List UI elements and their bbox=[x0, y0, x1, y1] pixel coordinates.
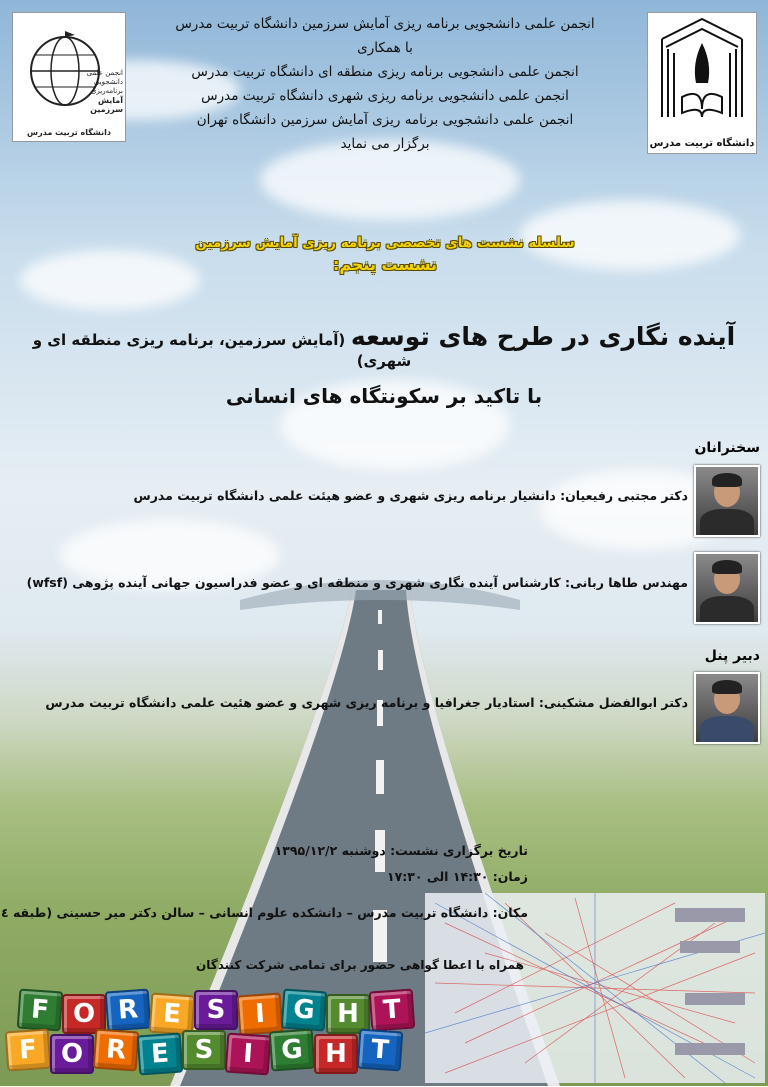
header-line: انجمن علمی دانشجویی برنامه ریزی آمایش سرزمین دانشگاه تهران bbox=[196, 112, 574, 128]
logo-left-line3: برنامه‌ریزی bbox=[90, 87, 123, 95]
header-line: انجمن علمی دانشجویی برنامه ریزی آمایش سرزمین دانشگاه تربیت مدرس bbox=[175, 16, 595, 32]
foresight-letter-cube: E bbox=[149, 993, 196, 1036]
foresight-letter-cube: O bbox=[62, 994, 106, 1034]
foresight-letter-cube: I bbox=[237, 993, 284, 1036]
event-details bbox=[0, 838, 528, 926]
foresight-letter-cube: O bbox=[50, 1034, 94, 1074]
foresight-letter-cube: F bbox=[17, 989, 64, 1032]
speaker-2 bbox=[27, 552, 760, 624]
logo-left-line2: دانشجویی bbox=[93, 78, 123, 86]
organizers-header bbox=[135, 12, 635, 156]
logo-left-line1: انجمن علمی bbox=[86, 69, 123, 77]
foresight-letter-cube: R bbox=[93, 1029, 140, 1072]
header-line: با همکاری bbox=[357, 40, 413, 56]
foresight-letter-cube: E bbox=[137, 1033, 184, 1076]
foresight-letter-cube: F bbox=[5, 1029, 52, 1072]
title-sub: با تاکید بر سکونتگاه های انسانی bbox=[225, 384, 543, 408]
header-line: انجمن علمی دانشجویی برنامه ریزی منطقه ای دانشگاه تربیت مدرس bbox=[191, 64, 579, 80]
header-line: برگزار می نماید bbox=[340, 136, 430, 152]
speaker-text: دکتر مجتبی رفیعیان: دانشیار برنامه ریزی شهری و عضو هیئت علمی دانشگاه تربیت مدرس bbox=[133, 488, 688, 503]
panel-chair-photo bbox=[694, 672, 760, 744]
event-title bbox=[20, 322, 748, 408]
association-logo bbox=[12, 12, 126, 142]
session-label: نشست پنجم: bbox=[332, 255, 438, 274]
speaker-text: مهندس طاها ربانی: کارشناس آینده نگاری شهری و منطقه ای و عضو فدراسیون جهانی آینده پژوهی (wfsf) bbox=[26, 575, 688, 590]
series-heading bbox=[140, 232, 630, 276]
title-main: آینده نگاری در طرح های توسعه bbox=[350, 322, 736, 351]
panel-chair bbox=[45, 672, 760, 744]
event-place: مکان: دانشگاه تربیت مدرس – دانشکده علوم انسانی – سالن دکتر میر حسینی (طبقه ٤ bbox=[0, 905, 528, 920]
foresight-letter-cube: G bbox=[281, 989, 328, 1032]
speaker-1 bbox=[133, 465, 760, 537]
series-title: سلسله نشست های تخصصی برنامه ریزی آمایش سرزمین bbox=[195, 235, 575, 251]
foresight-letter-cube: R bbox=[105, 989, 152, 1032]
title-paren: (آمایش سرزمین، برنامه ریزی منطقه ای و شهری) bbox=[32, 331, 412, 370]
logo-right-university: دانشگاه تربیت مدرس bbox=[649, 138, 755, 149]
foresight-letter-cube: H bbox=[314, 1034, 358, 1074]
certificate-note: همراه با اعطا گواهی حضور برای تمامی شرکت کنندگان bbox=[195, 958, 525, 972]
foresight-letter-cube: H bbox=[326, 994, 370, 1034]
header-line: انجمن علمی دانشجویی برنامه ریزی شهری دانشگاه تربیت مدرس bbox=[201, 88, 569, 104]
foresight-letter-cube: S bbox=[194, 990, 238, 1030]
speaker-photo bbox=[694, 465, 760, 537]
speakers-label: سخنرانان bbox=[694, 440, 760, 456]
foresight-letter-cube: G bbox=[269, 1029, 316, 1072]
panel-chair-label: دبیر پنل bbox=[704, 648, 760, 664]
foresight-letter-cube: T bbox=[369, 989, 416, 1032]
university-logo bbox=[647, 12, 757, 154]
event-time: زمان: ۱۴:۳۰ الی ۱۷:۳۰ bbox=[386, 869, 528, 884]
logo-left-name: آمایش سرزمین bbox=[90, 96, 123, 114]
foresight-letter-cube: S bbox=[182, 1030, 226, 1070]
speaker-photo bbox=[694, 552, 760, 624]
panel-chair-text: دکتر ابوالفضل مشکینی: استادیار جغرافیا و برنامه ریزی شهری و عضو هئیت علمی دانشگاه تربیت مدرس bbox=[45, 695, 688, 710]
foresight-letter-cube: T bbox=[357, 1029, 404, 1072]
event-date: تاریخ برگزاری نشست: دوشنبه ۱۳۹۵/۱۲/۲ bbox=[274, 843, 528, 858]
logo-left-university: دانشگاه تربیت مدرس bbox=[27, 128, 111, 137]
foresight-letter-cube: I bbox=[225, 1033, 272, 1076]
